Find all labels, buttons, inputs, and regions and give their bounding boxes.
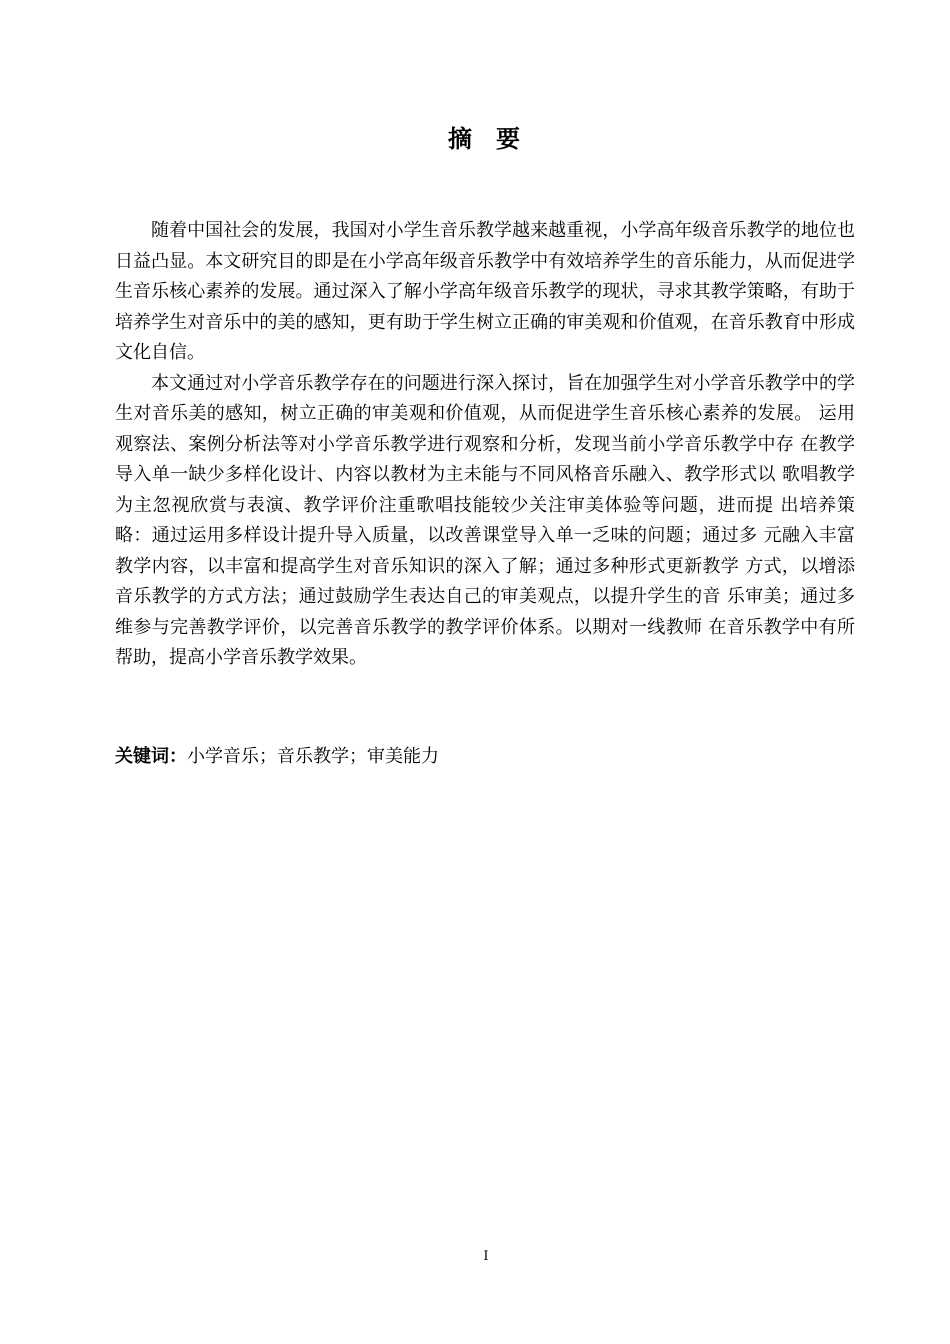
abstract-paragraph-1: 随着中国社会的发展，我国对小学生音乐教学越来越重视，小学高年级音乐教学的地位也日益凸显。本文研究目的即是在小学高年级音乐教学中有效培养学生的音乐能力，从而促进学生音乐核心素养的发展。通过深入了解小学高年级音乐教学的现状，寻求其教学策略，有助于培养学生对音乐中的美的感知，更有助于学生树立正确的审美观和价值观，在音乐教育中形成文化自信。 [115, 220, 855, 363]
keywords-text: 小学音乐；音乐教学；审美能力 [187, 746, 439, 767]
abstract-title: 摘 要 [448, 124, 520, 153]
page-number: I [483, 1249, 489, 1264]
keywords-line [115, 742, 855, 772]
keywords-label: 关键词： [115, 746, 187, 767]
abstract-body [115, 216, 855, 674]
abstract-paragraph-2: 本文通过对小学音乐教学存在的问题进行深入探讨，旨在加强学生对小学音乐教学中的学生对音乐美的感知，树立正确的审美观和价值观，从而促进学生音乐核心素养的发展。 运用观察法、案例分析法等对小学音乐教学进行观察和分析，发现当前小学音乐教学中存 在教学导入单一缺少多样化设计、内容以教材为主未能与不同风格音乐融入、教学形式以 歌唱教学为主忽视欣赏与表演、教学评价注重歌唱技能较少关注审美体验等问题，进而提 出培养策略：通过运用多样设计提升导入质量，以改善课堂导入单一乏味的问题；通过多 元融入丰富教学内容，以丰富和提高学生对音乐知识的深入了解；通过多种形式更新教学 方式，以增添音乐教学的方式方法；通过鼓励学生表达自己的审美观点，以提升学生的音 乐审美；通过多维参与完善教学评价，以完善音乐教学的教学评价体系。以期对一线教师 在音乐教学中有所帮助，提高小学音乐教学效果。 [115, 372, 855, 668]
